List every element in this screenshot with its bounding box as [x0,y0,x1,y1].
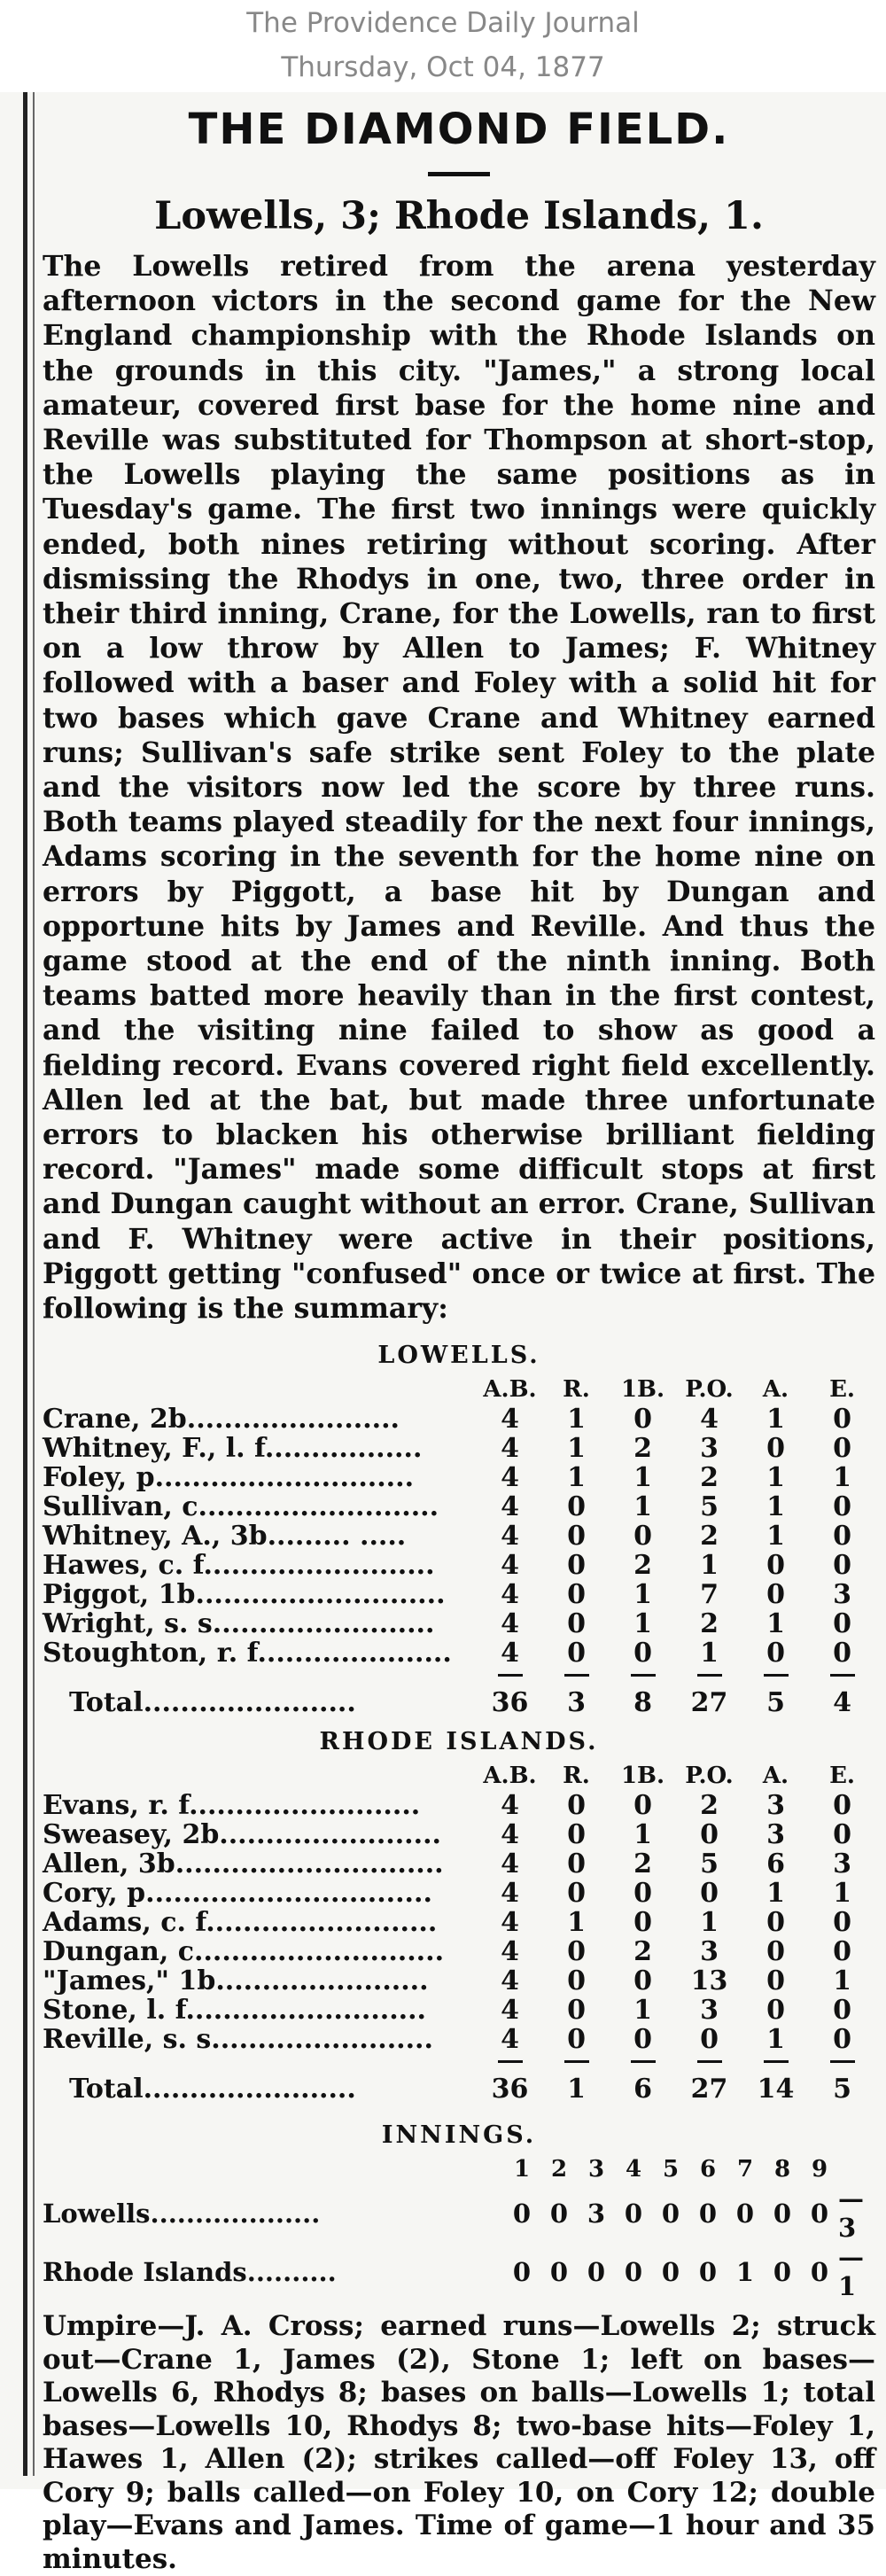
stat-value: 4 [501,1608,519,1640]
player-row [43,1937,875,1966]
player-name: Allen, 3b............................. [43,1848,444,1880]
innings-team-row [43,2243,875,2301]
stat-value: 0 [833,1819,851,1851]
inning-score: 0 [549,2198,569,2229]
stat-header: R. [563,1376,590,1404]
divider-spacer [43,2054,477,2066]
total-row [43,1680,875,1726]
stat-value: 0 [833,1995,851,2027]
header-spacer [43,1375,477,1405]
masthead [0,0,886,92]
total-bar [498,2060,523,2063]
header-spacer [43,1762,477,1791]
total-value: 5 [833,2074,851,2105]
stat-value: 0 [766,1579,785,1611]
stat-header: E. [829,1763,855,1790]
total-bar [564,2060,589,2063]
stat-value: 0 [833,1790,851,1822]
stat-value: 0 [766,1550,785,1582]
stat-value: 1 [633,1462,652,1494]
inning-number: 5 [662,2156,680,2183]
player-name: Foley, p............................ [43,1462,415,1494]
stat-value: 0 [567,1848,586,1880]
player-name: Dungan, c........................... [43,1936,445,1968]
stat-value: 2 [633,1848,652,1880]
stat-value: 5 [700,1491,719,1523]
total-divider [610,2054,676,2066]
total-value: 5 [766,1687,785,1719]
game-summary-notes: Umpire—J. A. Cross; earned runs—Lowells 2; struck out—Crane 1, James (2), Stone 1; left on bases—Lowells 6, Rhodys 8; bases on balls—Lowells 1; total bases—Lowells 10, Rhodys 8; two-base hits—Foley 1, Hawes 1, Allen (2); strikes called—off Foley 13, off Cory 9; balls called—on Foley 10, on Cory 12; double play—Evans and James. Time of game—1 hour and 35 minutes. [43,2310,875,2575]
player-name: Reville, s. s........................ [43,2024,433,2056]
stat-value: 0 [567,1608,586,1640]
stat-value: 3 [766,1819,785,1851]
stat-value: 4 [501,1579,519,1611]
stat-header: P.O. [685,1376,734,1404]
total-bar [697,1674,722,1677]
total-value: 14 [757,2074,795,2105]
player-row [43,1996,875,2025]
stat-value: 0 [567,1521,586,1553]
stat-header: 1B. [620,1376,665,1404]
total-value: 4 [833,1687,851,1719]
player-row [43,1492,875,1521]
total-divider [676,1668,742,1680]
stat-header: A. [762,1376,789,1404]
inning-score: 0 [661,2256,680,2287]
stat-value: 1 [567,1907,586,1939]
stat-value: 5 [700,1848,719,1880]
stat-value: 2 [633,1433,652,1465]
player-row [43,2025,875,2054]
stat-value: 0 [567,1579,586,1611]
stat-header: R. [563,1763,590,1790]
total-divider [477,1668,543,1680]
stat-value: 3 [766,1790,785,1822]
player-row [43,1908,875,1937]
stat-value: 4 [501,1638,519,1669]
stat-value: 1 [567,1433,586,1465]
stat-value: 2 [700,1608,719,1640]
stat-value: 13 [690,1965,728,1997]
inning-score: 0 [512,2256,532,2287]
inning-number: 6 [699,2156,717,2183]
total-row [43,2066,875,2113]
inning-number: 1 [513,2156,531,2183]
stat-value: 0 [833,1404,851,1436]
stat-value: 0 [567,1491,586,1523]
innings-team-row [43,2184,875,2243]
total-bar [830,2060,855,2063]
total-bar [830,1674,855,1677]
stat-value: 0 [633,1638,652,1669]
player-row [43,1966,875,1996]
stat-value: 1 [700,1907,719,1939]
inning-score: 1 [735,2256,755,2287]
inning-score: 0 [661,2198,680,2229]
player-row [43,1609,875,1638]
stat-value: 0 [633,1965,652,1997]
player-name: Hawes, c. f......................... [43,1550,435,1582]
stat-value: 4 [501,1936,519,1968]
stat-value: 0 [700,1878,719,1910]
player-name: Adams, c. f......................... [43,1907,438,1939]
stat-value: 1 [700,1638,719,1669]
divider-spacer [43,1668,477,1680]
stat-value: 1 [833,1878,851,1910]
stat-value: 0 [766,1638,785,1669]
stat-header: 1B. [620,1763,665,1790]
player-name: Sweasey, 2b........................ [43,1819,441,1851]
player-name: Whitney, A., 3b......... ..... [43,1521,407,1553]
total-bar [697,2060,722,2063]
total-divider-row [43,2054,875,2066]
inning-score: 0 [624,2198,643,2229]
stat-value: 1 [567,1404,586,1436]
stat-value: 0 [567,2024,586,2056]
lowells-box-score [43,1375,875,1726]
player-name: Whitney, F., l. f................. [43,1433,423,1465]
stat-value: 1 [766,1521,785,1553]
article-column [43,92,875,2575]
player-name: Crane, 2b....................... [43,1404,400,1436]
stat-value: 0 [833,1936,851,1968]
stat-value: 3 [700,1433,719,1465]
stat-value: 0 [833,1907,851,1939]
innings-header-row [43,2155,875,2184]
header-row [43,1375,875,1405]
stat-value: 4 [501,1550,519,1582]
stat-value: 0 [567,1550,586,1582]
stat-value: 0 [567,1965,586,1997]
stat-value: 0 [567,1878,586,1910]
player-row [43,1638,875,1668]
stat-value: 4 [501,1790,519,1822]
player-name: "James," 1b....................... [43,1965,429,1997]
total-divider [543,2054,610,2066]
stat-value: 3 [833,1579,851,1611]
player-row [43,1879,875,1908]
article-headline: THE DIAMOND FIELD. [188,105,730,154]
total-divider [543,1668,610,1680]
stat-value: 4 [501,1878,519,1910]
stat-value: 0 [567,1936,586,1968]
stat-value: 0 [766,1907,785,1939]
stat-value: 1 [700,1550,719,1582]
final-header-spacer [838,2155,875,2184]
inning-score: 0 [735,2198,755,2229]
stat-value: 0 [633,1790,652,1822]
stat-value: 4 [501,1491,519,1523]
inning-score: 0 [698,2256,718,2287]
player-row [43,1434,875,1463]
inning-score: 0 [624,2256,643,2287]
innings-team-name: Lowells................... [43,2198,321,2229]
total-divider [742,1668,809,1680]
stat-value: 0 [567,1819,586,1851]
total-value: 36 [491,1687,529,1719]
total-bar [631,2060,656,2063]
total-value: 6 [633,2074,652,2105]
inning-number: 9 [811,2156,828,2183]
player-name: Stoughton, r. f..................... [43,1638,452,1669]
inning-number: 8 [773,2156,791,2183]
stat-header: A.B. [483,1376,537,1404]
headline-divider [428,172,490,176]
rhode-islands-title: RHODE ISLANDS. [319,1728,599,1756]
total-bar [564,1674,589,1677]
stat-value: 1 [766,1491,785,1523]
total-bar [764,2060,789,2063]
stat-value: 0 [833,1608,851,1640]
stat-value: 1 [633,1491,652,1523]
stat-value: 1 [766,2024,785,2056]
total-value: 36 [491,2074,529,2105]
stat-value: 0 [833,1433,851,1465]
stat-value: 0 [567,1638,586,1669]
player-name: Wright, s. s........................ [43,1608,435,1640]
inning-number: 2 [550,2156,568,2183]
inning-score: 0 [773,2198,792,2229]
inning-score: 0 [549,2256,569,2287]
stat-value: 1 [633,1608,652,1640]
column-rule [23,92,27,2476]
stat-value: 3 [700,1936,719,1968]
inning-number: 4 [625,2156,642,2183]
stat-value: 4 [501,1995,519,2027]
total-value: 1 [567,2074,586,2105]
player-name: Sullivan, c.......................... [43,1491,439,1523]
stat-value: 4 [501,1965,519,1997]
innings-header-spacer [43,2155,503,2184]
stat-value: 3 [833,1848,851,1880]
stat-header: A. [762,1763,789,1790]
total-label: Total....................... [69,2074,356,2105]
inning-number: 3 [587,2156,605,2183]
player-name: Stone, l. f.......................... [43,1995,426,2027]
stat-value: 0 [833,1491,851,1523]
newspaper-title: The Providence Daily Journal [246,7,640,39]
total-divider-row [43,1668,875,1680]
stat-value: 6 [766,1848,785,1880]
total-bar [764,1674,789,1677]
total-divider [809,2054,875,2066]
stat-value: 0 [833,1550,851,1582]
player-row [43,1521,875,1551]
rhode-islands-box-score [43,1762,875,2113]
total-value: 8 [633,1687,652,1719]
total-divider [477,2054,543,2066]
player-name: Piggot, 1b........................... [43,1579,446,1611]
final-score: —3 [838,2183,864,2244]
player-row [43,1405,875,1434]
stat-value: 1 [766,1462,785,1494]
total-divider [742,2054,809,2066]
total-label: Total....................... [69,1687,356,1719]
innings-team-name: Rhode Islands.......... [43,2256,337,2287]
stat-value: 0 [766,1995,785,2027]
stat-value: 4 [501,1848,519,1880]
inning-score: 0 [810,2198,829,2229]
stat-value: 4 [501,1907,519,1939]
total-bar [631,1674,656,1677]
total-value: 3 [567,1687,586,1719]
inning-score: 0 [587,2256,606,2287]
total-value: 27 [690,1687,728,1719]
stat-value: 4 [501,1819,519,1851]
stat-value: 0 [633,1907,652,1939]
stat-value: 0 [833,2024,851,2056]
stat-value: 4 [501,1521,519,1553]
stat-value: 1 [833,1965,851,1997]
player-row [43,1551,875,1580]
total-bar [498,1674,523,1677]
stat-value: 4 [501,1433,519,1465]
stat-header: P.O. [685,1763,734,1790]
total-divider [676,2054,742,2066]
inning-score: 3 [587,2198,606,2229]
stat-value: 0 [700,2024,719,2056]
stat-value: 1 [766,1878,785,1910]
player-row [43,1580,875,1609]
stat-value: 0 [633,2024,652,2056]
article-body: The Lowells retired from the arena yesterday afternoon victors in the second game for the New England championship with the Rhode Islands on the grounds in this city. "James," a strong local amateur, covered first base for the home nine and Reville was substituted for Thompson at short-stop, the Lowells playing the same positions as in Tuesday's game. The first two innings were quickly ended, both nines retiring without scoring. After dismissing the Rhodys in one, two, three order in their third inning, Crane, for the Lowells, ran to first on a low throw by Allen to James; F. Whitney followed with a baser and Foley with a solid hit for two bases which gave Crane and Whitney earned runs; Sullivan's safe strike sent Foley to the plate and the visitors now led the score by three runs. Both teams played steadily for the next four innings, Adams scoring in the seventh for the home nine on errors by Piggott, a base hit by Dungan and opportune hits by James and Reville. And thus the game stood at the end of the ninth inning. Both teams batted more heavily than in the first contest, and the visiting nine failed to show as good a fielding record. Evans covered right field excellently. Allen led at the bat, but made three unfortunate errors to blacken his otherwise brilliant fielding record. "James" made some difficult stops at first and Dungan caught without an error. Crane, Sullivan and F. Whitney were active in their positions, Piggott getting "confused" once or twice at first. The following is the summary: [43,250,875,1326]
stat-value: 1 [766,1404,785,1436]
stat-value: 2 [633,1936,652,1968]
stat-value: 1 [833,1462,851,1494]
stat-value: 0 [766,1936,785,1968]
stat-value: 1 [633,1819,652,1851]
stat-value: 0 [766,1433,785,1465]
lowells-title: LOWELLS. [377,1342,540,1370]
player-row [43,1820,875,1849]
final-score: —1 [838,2242,864,2302]
publication-date: Thursday, Oct 04, 1877 [281,51,605,83]
stat-value: 1 [633,1995,652,2027]
stat-header: A.B. [483,1763,537,1790]
stat-value: 0 [633,1521,652,1553]
inning-score: 0 [810,2256,829,2287]
stat-value: 0 [567,1995,586,2027]
stat-value: 4 [501,2024,519,2056]
stat-value: 0 [567,1790,586,1822]
stat-header: E. [829,1376,855,1404]
innings-score-table [43,2155,875,2301]
stat-value: 2 [700,1462,719,1494]
player-row [43,1849,875,1879]
stat-value: 3 [700,1995,719,2027]
article-subhead: Lowells, 3; Rhode Islands, 1. [154,194,764,238]
inning-number: 7 [736,2156,754,2183]
player-name: Evans, r. f......................... [43,1790,421,1822]
stat-value: 1 [567,1462,586,1494]
stat-value: 7 [700,1579,719,1611]
stat-value: 0 [833,1521,851,1553]
stat-value: 0 [700,1819,719,1851]
stat-value: 0 [633,1878,652,1910]
innings-title: INNINGS. [381,2121,537,2150]
column-rule-thin [33,92,35,2476]
stat-value: 0 [633,1404,652,1436]
stat-value: 4 [501,1404,519,1436]
stat-value: 1 [766,1608,785,1640]
total-value: 27 [690,2074,728,2105]
player-row [43,1463,875,1492]
stat-value: 0 [766,1965,785,1997]
player-name: Cory, p............................... [43,1878,432,1910]
stat-value: 2 [633,1550,652,1582]
stat-value: 2 [700,1521,719,1553]
inning-score: 0 [512,2198,532,2229]
player-row [43,1791,875,1820]
stat-value: 0 [833,1638,851,1669]
total-divider [610,1668,676,1680]
total-divider [809,1668,875,1680]
inning-score: 0 [698,2198,718,2229]
stat-value: 4 [700,1404,719,1436]
stat-value: 1 [633,1579,652,1611]
inning-score: 0 [773,2256,792,2287]
stat-value: 4 [501,1462,519,1494]
header-row [43,1762,875,1791]
stat-value: 2 [700,1790,719,1822]
